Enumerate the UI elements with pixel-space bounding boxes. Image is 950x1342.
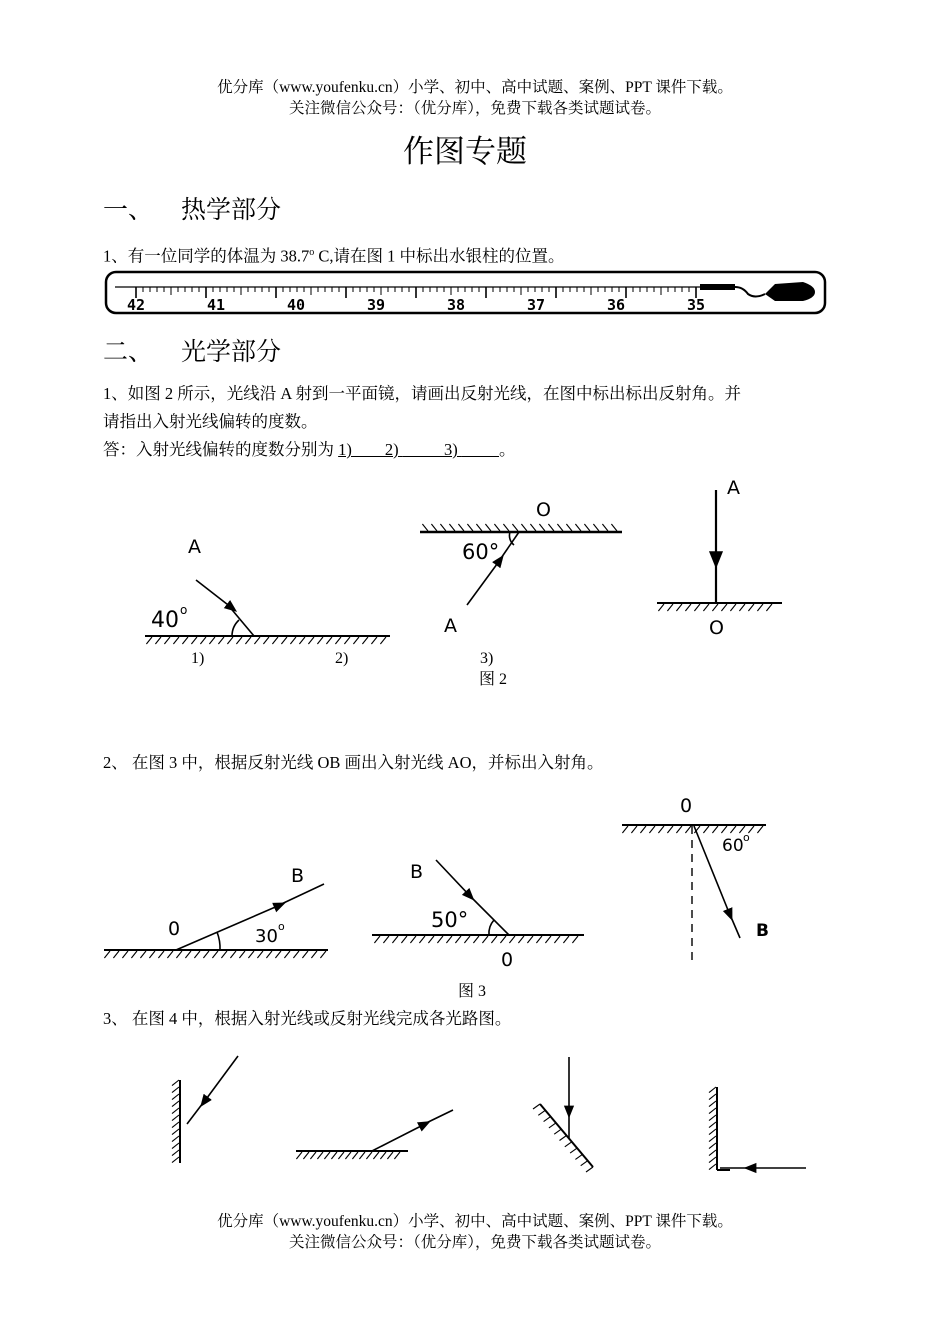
hatch-mark [236, 637, 242, 644]
mirror-hatch [709, 1087, 716, 1170]
label-o: O [709, 617, 724, 639]
hatch-mark [581, 1161, 588, 1166]
fig4-diagram-4 [709, 1087, 806, 1170]
answer-line [103, 436, 516, 464]
tick-label-41: 41 [206, 296, 226, 314]
mirror-hatch [172, 1080, 179, 1163]
fig2-diagram-1 [145, 536, 390, 644]
hatch-mark [709, 1108, 716, 1114]
mercury-bulb [765, 282, 815, 301]
hatch-mark [374, 936, 380, 943]
reflected-ray [275, 884, 324, 907]
incident-ray [497, 532, 519, 564]
hatch-mark [521, 524, 527, 531]
hatch-mark [554, 1129, 561, 1134]
hatch-mark [172, 1136, 179, 1142]
hatch-mark [611, 524, 617, 531]
hatch-mark [257, 951, 263, 958]
section-number: 一、 [103, 195, 154, 224]
hatch-mark [290, 637, 296, 644]
question-thermal-1 [103, 239, 565, 271]
mirror-hatch [533, 1104, 593, 1172]
hatch-mark [593, 524, 599, 531]
hatch-mark [185, 951, 191, 958]
label-o: 0 [501, 949, 514, 971]
hatch-mark [317, 637, 323, 644]
hatch-mark [155, 637, 161, 644]
angle-arc [489, 920, 494, 935]
answer-blank-3[interactable] [462, 440, 499, 459]
hatch-mark [549, 1123, 556, 1128]
label-a: A [444, 615, 457, 637]
hatch-mark [275, 951, 281, 958]
hatch-mark [428, 936, 434, 943]
hatch-mark [709, 1164, 716, 1170]
hatch-mark [200, 637, 206, 644]
answer-blank-2[interactable]: 3) [402, 440, 462, 459]
hatch-mark [302, 951, 308, 958]
hatch-mark [557, 524, 563, 531]
hatch-mark [324, 1152, 330, 1159]
hatch-mark [527, 936, 533, 943]
hatch-mark [536, 936, 542, 943]
footer-line-1: 优分库（www.youfenku.cn）小学、初中、高中试题、案例、PPT 课件下载。 [217, 1213, 733, 1230]
hatch-mark [703, 604, 709, 611]
hatch-mark [394, 1152, 400, 1159]
fig2-diagram-2 [420, 499, 622, 637]
angle-label: 60 [722, 836, 744, 856]
section-title: 热学部分 [181, 195, 282, 224]
angle-label: 40 [151, 608, 179, 633]
reflected-ray [728, 910, 740, 938]
hatch-mark [140, 951, 146, 958]
label-a: A [727, 477, 740, 499]
section-heading-optics [103, 336, 281, 368]
hatch-mark [431, 524, 437, 531]
hatch-mark [458, 524, 464, 531]
hatch-mark [293, 951, 299, 958]
question-text-rest: C,请在图 1 中标出水银柱的位置。 [314, 246, 565, 266]
angle-arc [232, 620, 239, 636]
hatch-mark [104, 951, 110, 958]
hatch-mark [326, 637, 332, 644]
degree-sup: o [309, 247, 315, 258]
hatch-mark [172, 1108, 179, 1114]
tick-label-36: 36 [606, 296, 626, 314]
hatch-mark [658, 604, 664, 611]
tick-label-39: 39 [366, 296, 386, 314]
hatch-mark [437, 936, 443, 943]
ray-arrow [204, 1056, 238, 1102]
hatch-mark [218, 637, 224, 644]
hatch-mark [685, 826, 691, 833]
hatch-mark [172, 1115, 179, 1121]
hatch-mark [494, 524, 500, 531]
hatch-mark [172, 1150, 179, 1156]
ray-arrow [372, 1124, 425, 1151]
hatch-mark [739, 604, 745, 611]
hatch-mark [172, 1157, 179, 1163]
hatch-mark [766, 604, 772, 611]
hatch-mark [172, 1094, 179, 1100]
angle-degree: o [278, 920, 285, 933]
hatch-mark [172, 1129, 179, 1135]
hatch-mark [371, 637, 377, 644]
angle-label: 60° [462, 540, 500, 564]
hatch-mark [146, 637, 152, 644]
hatch-mark [296, 1152, 302, 1159]
answer-blank-1[interactable]: 1) 2) [338, 440, 403, 459]
hatch-mark [299, 637, 305, 644]
hatch-mark [539, 524, 545, 531]
hatch-mark [482, 936, 488, 943]
reflected-ray [466, 892, 509, 935]
hatch-mark [464, 936, 470, 943]
hatch-mark [212, 951, 218, 958]
page-title: 作图专题 [403, 134, 527, 170]
footer-line-2: 关注微信公众号：（优分库），免费下载各类试题试卷。 [288, 1234, 661, 1251]
hatch-mark [709, 1129, 716, 1135]
hatch-mark [182, 637, 188, 644]
hatch-mark [485, 524, 491, 531]
figure-3 [0, 790, 950, 1005]
label-a: A [188, 536, 201, 558]
reflected-ray-arrow [436, 860, 470, 896]
hatch-mark [545, 936, 551, 943]
hatch-mark [362, 637, 368, 644]
tick-label-38: 38 [446, 296, 466, 314]
hatch-mark [191, 637, 197, 644]
hatch-mark [239, 951, 245, 958]
header-line-1: 优分库（www.youfenku.cn）小学、初中、高中试题、案例、PPT 课件下载。 [217, 79, 733, 96]
angle-degree: o [743, 831, 750, 844]
hatch-mark [586, 1167, 593, 1172]
label-o: O [536, 499, 551, 521]
hatch-mark [709, 1122, 716, 1128]
hatch-mark [721, 826, 727, 833]
fig3-diagram-2 [372, 860, 584, 971]
hatch-mark [164, 637, 170, 644]
sub-label-1: 1) [191, 650, 205, 667]
hatch-mark [410, 936, 416, 943]
question-optics-3: 3、 在图 4 中，根据入射光线或反射光线完成各光路图。 [103, 1009, 512, 1028]
hatch-mark [422, 524, 428, 531]
hatch-mark [518, 936, 524, 943]
hatch-mark [373, 1152, 379, 1159]
hatch-mark [366, 1152, 372, 1159]
hatch-mark [748, 604, 754, 611]
hatch-mark [440, 524, 446, 531]
hatch-mark [335, 637, 341, 644]
hatch-mark [500, 936, 506, 943]
hatch-mark [455, 936, 461, 943]
label-b: B [291, 865, 305, 887]
hatch-mark [566, 524, 572, 531]
answer-prefix: 答：入射光线偏转的度数分别为 [103, 440, 339, 459]
hatch-mark [709, 1136, 716, 1142]
hatch-mark [757, 604, 763, 611]
hatch-mark [572, 936, 578, 943]
hatch-mark [167, 951, 173, 958]
hatch-mark [359, 1152, 365, 1159]
sub-label-3: 3) [480, 650, 494, 667]
fig3-diagram-3 [622, 795, 769, 962]
hatch-mark [172, 1122, 179, 1128]
hatch-mark [113, 951, 119, 958]
hatch-mark [173, 637, 179, 644]
hatch-mark [419, 936, 425, 943]
hatch-mark [380, 1152, 386, 1159]
hatch-mark [476, 524, 482, 531]
hatch-mark [570, 1148, 577, 1153]
hatch-mark [345, 1152, 351, 1159]
hatch-mark [575, 1154, 582, 1159]
hatch-mark [709, 1115, 716, 1121]
hatch-mark [560, 1136, 567, 1141]
hatch-mark [548, 524, 554, 531]
angle-arc [217, 932, 220, 950]
hatch-mark [131, 951, 137, 958]
hatch-mark [622, 826, 628, 833]
hatch-mark [709, 1094, 716, 1100]
angle-label: 50° [431, 908, 469, 932]
hatch-mark [703, 826, 709, 833]
tick-label-40: 40 [286, 296, 306, 314]
hatch-mark [554, 936, 560, 943]
hatch-mark [352, 1152, 358, 1159]
label-o: 0 [680, 795, 693, 817]
incident-ray-arrow [467, 560, 500, 605]
hatch-mark [467, 524, 473, 531]
hatch-mark [308, 637, 314, 644]
label-b: B [756, 921, 769, 941]
tick-label-35: 35 [686, 296, 706, 314]
hatch-mark [158, 951, 164, 958]
label-o: 0 [168, 918, 181, 940]
mercury-column-base [700, 284, 735, 290]
hatch-mark [320, 951, 326, 958]
question-optics-2: 2、 在图 3 中，根据反射光线 OB 画出入射光线 AO，并标出入射角。 [103, 753, 604, 772]
hatch-mark [709, 1157, 716, 1163]
hatch-mark [284, 951, 290, 958]
question-optics-1-line-1: 1、如图 2 所示，光线沿 A 射到一平面镜，请画出反射光线，在图中标出标出反射角。并 [103, 384, 742, 403]
hatch-mark [209, 637, 215, 644]
hatch-mark [575, 524, 581, 531]
hatch-mark [266, 951, 272, 958]
mirror-hatch [296, 1152, 400, 1159]
hatch-mark [263, 637, 269, 644]
mirror-hatch [104, 951, 326, 958]
fig4-diagram-3 [533, 1057, 593, 1172]
hatch-mark [176, 951, 182, 958]
hatch-mark [122, 951, 128, 958]
hatch-mark [631, 826, 637, 833]
hatch-mark [149, 951, 155, 958]
fig3-diagram-1 [104, 865, 328, 958]
hatch-mark [194, 951, 200, 958]
hatch-mark [667, 604, 673, 611]
hatch-mark [676, 604, 682, 611]
hatch-mark [221, 951, 227, 958]
hatch-mark [245, 637, 251, 644]
hatch-mark [473, 936, 479, 943]
incident-ray-arrow [196, 580, 232, 608]
bulb-neck [735, 287, 765, 297]
tick-label-42: 42 [126, 296, 146, 314]
hatch-mark [353, 637, 359, 644]
hatch-mark [491, 936, 497, 943]
hatch-mark [565, 1142, 572, 1147]
hatch-mark [227, 637, 233, 644]
fig4-diagram-1 [172, 1056, 238, 1163]
hatch-mark [248, 951, 254, 958]
hatch-mark [694, 604, 700, 611]
hatch-mark [338, 1152, 344, 1159]
mirror-hatch [146, 637, 386, 644]
section-title: 光学部分 [181, 337, 282, 366]
hatch-mark [544, 1117, 551, 1122]
hatch-mark [709, 1087, 716, 1093]
hatch-mark [310, 1152, 316, 1159]
hatch-mark [676, 826, 682, 833]
section-heading-thermal [103, 194, 281, 226]
hatch-mark [331, 1152, 337, 1159]
hatch-mark [712, 826, 718, 833]
hatch-mark [709, 1101, 716, 1107]
figure-caption: 图 2 [479, 671, 508, 688]
hatch-mark [503, 524, 509, 531]
angle-degree: o [180, 603, 188, 617]
hatch-mark [649, 826, 655, 833]
hatch-mark [563, 936, 569, 943]
hatch-mark [709, 1150, 716, 1156]
hatch-mark [667, 826, 673, 833]
mirror-hatch [422, 524, 617, 531]
hatch-mark [533, 1104, 540, 1109]
section-number: 二、 [103, 337, 154, 366]
hatch-mark [730, 826, 736, 833]
hatch-mark [387, 1152, 393, 1159]
hatch-mark [709, 1143, 716, 1149]
figure-2 [0, 470, 950, 700]
header-line-2: 关注微信公众号：（优分库），免费下载各类试题试卷。 [288, 100, 661, 117]
thermometer-figure [103, 268, 829, 318]
hatch-mark [383, 936, 389, 943]
hatch-mark [712, 604, 718, 611]
hatch-mark [311, 951, 317, 958]
mirror-hatch [658, 604, 772, 611]
hatch-mark [230, 951, 236, 958]
hatch-mark [172, 1080, 179, 1086]
hatch-mark [254, 637, 260, 644]
question-text: 1、有一位同学的体温为 38.7 [103, 246, 310, 266]
question-optics-1-line-2: 请指出入射光线偏转的度数。 [103, 412, 318, 431]
hatch-mark [640, 826, 646, 833]
hatch-mark [530, 524, 536, 531]
hatch-mark [721, 604, 727, 611]
sub-label-2: 2) [335, 650, 349, 667]
hatch-mark [602, 524, 608, 531]
hatch-mark [380, 637, 386, 644]
hatch-mark [401, 936, 407, 943]
hatch-mark [584, 524, 590, 531]
hatch-mark [509, 936, 515, 943]
hatch-mark [344, 637, 350, 644]
figure-4 [0, 1045, 950, 1180]
hatch-mark [172, 1101, 179, 1107]
label-b: B [410, 861, 424, 883]
fig4-diagram-2 [296, 1110, 453, 1159]
ray [420, 1110, 453, 1126]
hatch-mark [757, 826, 763, 833]
hatch-mark [392, 936, 398, 943]
hatch-mark [272, 637, 278, 644]
fig2-diagram-3 [657, 477, 782, 639]
hatch-mark [172, 1143, 179, 1149]
tick-labels [127, 296, 705, 314]
hatch-mark [203, 951, 209, 958]
ray [187, 1099, 206, 1124]
hatch-mark [281, 637, 287, 644]
hatch-mark [658, 826, 664, 833]
hatch-mark [512, 524, 518, 531]
hatch-mark [317, 1152, 323, 1159]
hatch-mark [449, 524, 455, 531]
angle-arc [509, 532, 514, 545]
tick-label-37: 37 [526, 296, 546, 314]
hatch-mark [538, 1110, 545, 1115]
answer-suffix: 。 [499, 440, 516, 459]
angle-label: 30 [255, 926, 278, 947]
mirror-hatch [374, 936, 578, 943]
hatch-mark [730, 604, 736, 611]
figure-caption: 图 3 [458, 983, 487, 1000]
hatch-mark [446, 936, 452, 943]
hatch-mark [685, 604, 691, 611]
hatch-mark [303, 1152, 309, 1159]
hatch-mark [172, 1087, 179, 1093]
